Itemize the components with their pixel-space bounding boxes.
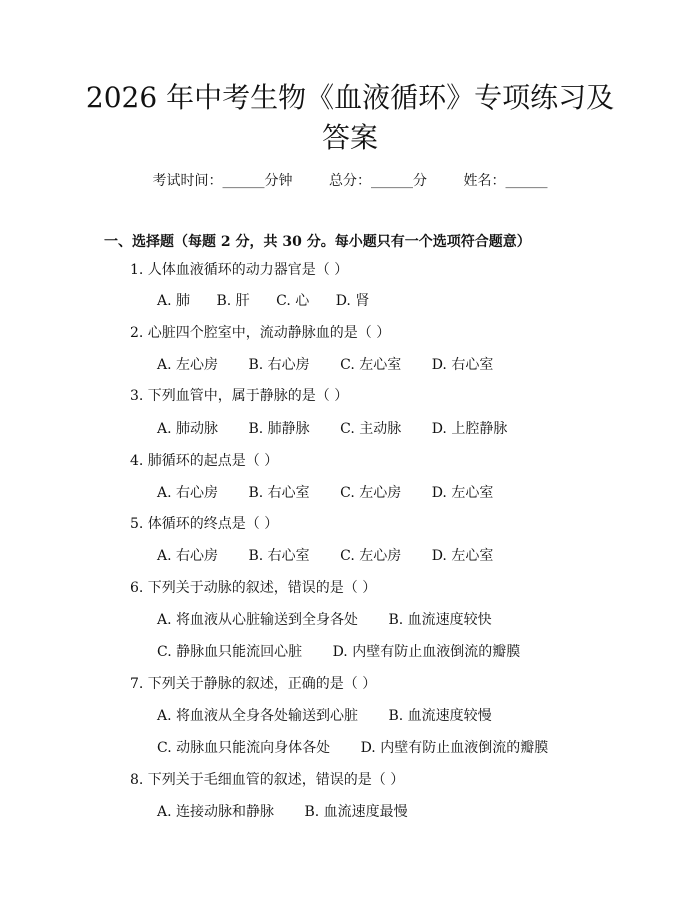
option: A. 左心房 [157, 357, 219, 373]
option: B. 血流速度最慢 [304, 804, 408, 820]
option: C. 主动脉 [340, 421, 402, 437]
option: A. 右心房 [157, 548, 219, 564]
question-stem: 1. 人体血液循环的动力器官是（ ） [130, 262, 349, 278]
section-heading: 一、选择题（每题 2 分，共 30 分。每小题只有一个选项符合题意） [104, 234, 531, 250]
question-options [157, 611, 514, 629]
question-options [157, 643, 542, 661]
question-stem: 4. 肺循环的起点是（ ） [130, 453, 279, 469]
option: B. 肝 [216, 293, 250, 309]
option: C. 静脉血只能流回心脏 [157, 644, 303, 660]
option: A. 将血液从全身各处输送到心脏 [157, 708, 359, 724]
option: D. 内壁有防止血液倒流的瓣膜 [360, 740, 549, 756]
option: B. 右心室 [248, 548, 310, 564]
question-stem: 7. 下列关于静脉的叙述，正确的是（ ） [130, 676, 377, 692]
question-options [157, 420, 533, 438]
exam-info-line [0, 170, 700, 190]
option: D. 左心室 [431, 548, 494, 564]
option: A. 肺 [157, 293, 191, 309]
option: A. 右心房 [157, 485, 219, 501]
total-score-field: 总分：______分 [329, 173, 427, 189]
option: D. 上腔静脉 [431, 421, 508, 437]
question-stem: 8. 下列关于毛细血管的叙述，错误的是（ ） [130, 772, 405, 788]
option: B. 肺静脉 [248, 421, 310, 437]
question-stem: 2. 心脏四个腔室中，流动静脉血的是（ ） [130, 325, 391, 341]
question-options [157, 484, 519, 502]
option: B. 右心房 [248, 357, 310, 373]
option: A. 连接动脉和静脉 [157, 804, 275, 820]
question-options [157, 739, 570, 757]
option: B. 右心室 [248, 485, 310, 501]
option: C. 左心室 [340, 357, 402, 373]
question-stem: 5. 体循环的终点是（ ） [130, 516, 279, 532]
option: C. 心 [276, 293, 310, 309]
question-options [157, 547, 519, 565]
option: C. 动脉血只能流向身体各处 [157, 740, 331, 756]
option: D. 右心室 [431, 357, 494, 373]
question-options [157, 292, 391, 310]
student-name-field: 姓名：______ [463, 173, 548, 189]
option: A. 肺动脉 [157, 421, 219, 437]
question-options [157, 707, 514, 725]
option: D. 内壁有防止血液倒流的瓣膜 [332, 644, 521, 660]
exam-time-field: 考试时间：______分钟 [152, 173, 293, 189]
question-options [157, 803, 430, 821]
document-title: 2026 年中考生物《血液循环》专项练习及答案 [85, 81, 615, 154]
option: B. 血流速度较快 [388, 612, 492, 628]
option: A. 将血液从心脏输送到全身各处 [157, 612, 359, 628]
option: D. 肾 [335, 293, 370, 309]
question-options [157, 356, 519, 374]
question-stem: 6. 下列关于动脉的叙述，错误的是（ ） [130, 580, 377, 596]
option: C. 左心房 [340, 485, 402, 501]
option: C. 左心房 [340, 548, 402, 564]
option: D. 左心室 [431, 485, 494, 501]
option: B. 血流速度较慢 [388, 708, 492, 724]
question-stem: 3. 下列血管中，属于静脉的是（ ） [130, 388, 349, 404]
